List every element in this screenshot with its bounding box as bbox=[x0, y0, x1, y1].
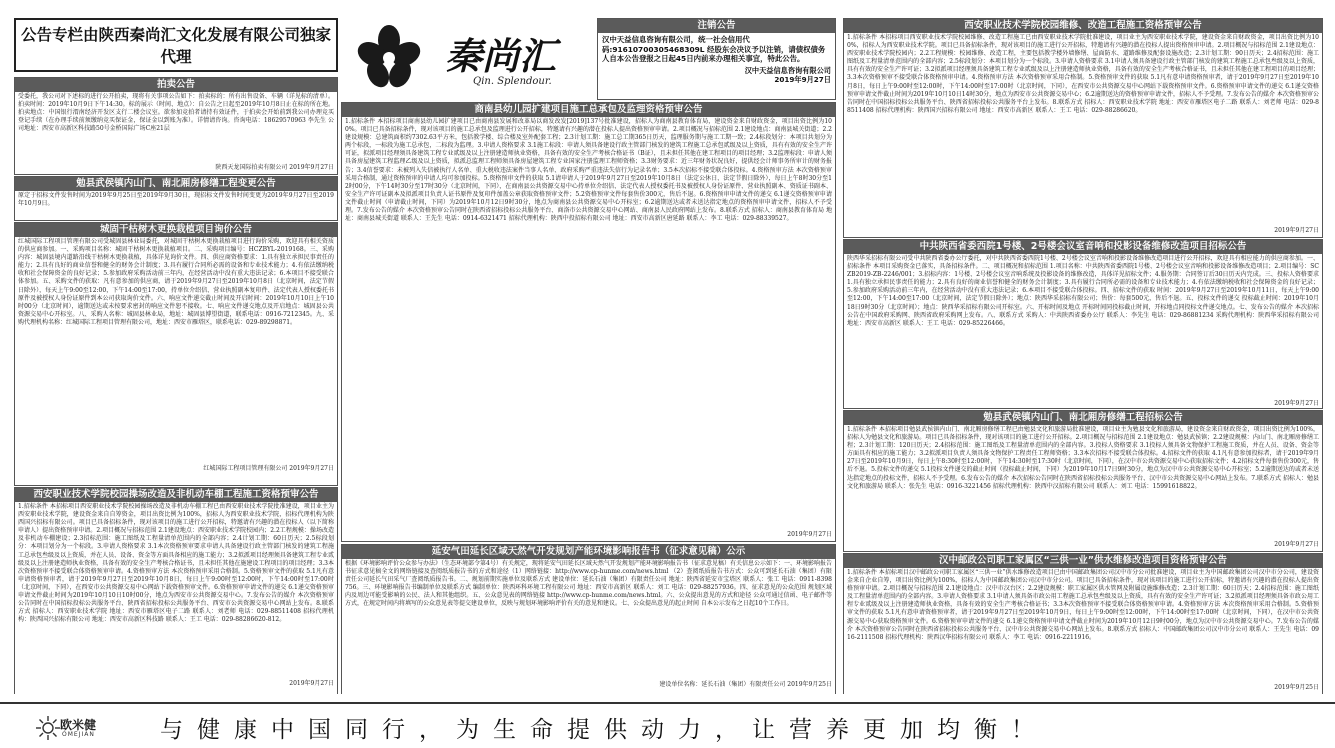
notice-sign: 汉中天益信息咨询有限公司 bbox=[744, 65, 831, 75]
article-title: 勉县武侯镇内山门、南北厢房修缮工程招标公告 bbox=[844, 411, 1322, 425]
article-mianxian-repair bbox=[843, 410, 1323, 552]
cancel-notice bbox=[597, 18, 836, 100]
article-body: 受委托，我公司对下述标的进行公开拍卖，现将有关事项公告如下：拍卖标的：所有出售设备、车辆（详见标的清单）。拍卖时间：2019年10月9日下午14:30。标的展示（时间、地点）：自公告之日起至2019年10月8日止在标的所在地。拍卖地点：中国银行渭南经济开发区支行二楼会议室。欲参加竞拍者请持有效证件，于拍卖会开始前到我公司办理竞买登记手续（在办理手续前须缴纳竞买保证金，保证金以到账为准）。详情请咨询。咨询电话：18629570963 李先生 公司地址：西安市高新区科技路50号金桥国际广场C座21层 bbox=[18, 93, 334, 133]
article-title: 西安职业技术学院校园操场改造及非机动车棚工程施工资格预审公告 bbox=[15, 488, 337, 502]
article-mianxian-change bbox=[14, 176, 338, 221]
article-xaoti-pipe bbox=[14, 487, 338, 694]
article-footer: 红城国际工程项目管理有限公司 2019年9月27日 bbox=[203, 465, 334, 472]
brand-english: OMEJIAN bbox=[62, 731, 95, 738]
article-footer: 2019年9月27日 bbox=[289, 680, 334, 687]
column-right bbox=[843, 18, 1323, 694]
article-footer: 建设单位名称：延长石油（集团）有限责任公司 2019年9月25日 bbox=[659, 681, 832, 688]
article-yanan-gas bbox=[341, 544, 836, 694]
article-title: 城固干枯树木更换栽植项目询价公告 bbox=[15, 223, 337, 237]
logo-chinese: 秦尚汇 bbox=[445, 34, 556, 78]
article-body: 原定于招标文件发售时间为2019年9月25日至2019年9月30日，现招标文件发售时间变更为2019年9月27日至2019年10月9日。 bbox=[18, 192, 334, 208]
agency-phone bbox=[16, 68, 336, 72]
notice-title: 注销公告 bbox=[598, 19, 835, 33]
article-title: 拍卖公告 bbox=[15, 78, 337, 92]
article-footer: 2019年9月27日 bbox=[1274, 541, 1319, 548]
article-auction bbox=[14, 77, 338, 175]
article-title: 商南县幼儿园扩建项目施工总承包及监理资格预审公告 bbox=[342, 103, 835, 117]
article-title: 汉中邮政公司职工家属区“三供一业”供水维修改造项目资格预审公告 bbox=[844, 554, 1322, 568]
column-left bbox=[14, 18, 338, 694]
logo-english: Qin. Splendour. bbox=[473, 76, 552, 87]
article-footer: 陕西天龙国际拍卖有限公司 2019年9月27日 bbox=[215, 164, 334, 171]
article-hanzhong-postal bbox=[843, 553, 1323, 694]
article-body: 1.招标条件 本招标项目汉中邮政公司职工家属区“三供一业”供水维修改造项目已由中国邮政集团公司汉中市分公司批准建设，项目业主为中国邮政集团公司汉中市分公司，建设资金来自企业自筹，项目出资比例为100%，招标人为中国邮政集团公司汉中市分公司。项目已具备招标条件，现对该项目的施工进行公开招标，特邀请有兴趣的潜在投标人提出资格预审申请。2.项目概况与招标范围 2.1建设地点：汉中市汉台区；2.2建设规模：职工家属区供水管网及附属设施维修改造；2.3计划工期：60日历天；2.4招标范围：施工图纸及工程量清单范围内的全部内容。3.申请人资格要求 3.1申请人须具备市政公用工程施工总承包叁级及以上资质，具有有效的安全生产许可证；3.2拟派项目经理须具备市政公用工程专业贰级及以上注册建造师执业资格，具备有效的安全生产考核合格证书；3.3本次资格预审不接受联合体资格预审申请。4.资格预审方法 本次资格预审采用合格制。5.资格预审文件的获取 5.1凡有意申请资格预审者，请于2019年9月27日至2019年10月9日，每日上午9:00时至12:00时，下午14:00时至17:00时（北京时间，下同），在汉中市公共资源交易中心获取资格预审文件。6.资格预审申请文件的递交 6.1递交资格预审申请文件截止时间为2019年10月12日9时00分，地点为汉中市公共资源交易中心。7.发布公告的媒介 本次资格预审公告同时在陕西省招标投标公共服务平台、汉中市公共资源交易中心网站上发布。8.联系方式 招标人：中国邮政集团公司汉中市分公司 联系人：王先生 电话：0916-2111508 招标代理机构：陕西汉华招标有限公司 联系人：李工 电话：0916-2211916。 bbox=[847, 569, 1319, 641]
article-body: 1.招标条件 本招标项目西安职业技术学院校园维修、改造工程施工已由西安职业技术学院批准建设，项目业主为西安职业技术学院，建设资金来自财政资金，项目出资比例为100%，招标人为西安职业技术学院。项目已具备招标条件，现对该项目的施工进行公开招标，特邀请有兴趣的潜在投标人提出资格预审申请。2.项目概况与招标范围 2.1建设地点：西安职业技术学院校园内；2.2工程规模：校园维修、改造工程，主要包括教学楼外墙修缮、屋面防水、道路维修及配套设施改造；2.3计划工期：90日历天；2.4招标范围：施工图纸及工程量清单范围内的全部内容；2.5标段划分：本项目划分为一个标段。3.申请人资格要求 3.1申请人须具备建设行政主管部门核发的建筑工程施工总承包叁级及以上资质，具有有效的安全生产许可证；3.2拟派项目经理须具备建筑工程专业贰级及以上注册建造师执业资格，具备有效的安全生产考核合格证书，且未担任其他在建工程项目的项目经理；3.3本次资格预审不接受联合体资格预审申请。4.资格预审方法 本次资格预审采用合格制。5.资格预审文件的获取 5.1凡有意申请资格预审者，请于2019年9月27日至2019年10月8日，每日上午9:00时至12:00时，下午14:00时至17:00时（北京时间，下同），在西安市公共资源交易中心网站下载资格预审文件。6.资格预审申请文件的递交 6.1递交资格预审申请文件截止时间为2019年10月10日14时30分，地点为西安市公共资源交易中心；6.2逾期送达的资格预审申请文件，招标人不予受理。7.发布公告的媒介 本次资格预审公告同时在中国招标投标公共服务平台、陕西省招标投标公共服务平台上发布。8.联系方式 招标人：西安职业技术学院 地址：西安市雁塔区电子二路 联系人：刘老师 电话：029-88511408 招标代理机构：陕西国兴招标有限公司 地址：西安市高新区 联系人：王工 电话：029-88286620。 bbox=[847, 34, 1319, 114]
agency-title: 公告专栏由陕西秦尚汇文化发展有限公司独家代理 bbox=[20, 26, 331, 66]
notice-body: 汉中天益信息咨询有限公司，统一社会信用代码:91610700305468309L 经股东会决议予以注销，请债权债务人自本公告登报之日起45日内前来办理相关事宜，特此公告。 bbox=[602, 35, 826, 64]
article-shangnan-kindergarten bbox=[341, 102, 836, 542]
article-footer: 2019年9月27日 bbox=[787, 531, 832, 538]
article-body: 根据《环境影响评价公众参与办法》（生态环境部令第4号）有关规定，现将延安气田延长区域天然气开发规划产能环境影响报告书（征求意见稿）有关信息公示如下：一、环境影响报告书征求意见稿全文的网络链接及查阅纸质报告书的方式和途径（1）网络链接：http://www.cp-hunme.com/news.html （2）查阅纸质报告书方式：公众可到延长石油（集团）有限责任公司延长气田采气厂查阅纸质报告书。二、规划前期实施单位及联系方式 建设单位：延长石油（集团）有限责任公司 地址：陕西省延安市宝塔区 联系人：张工 电话：0911-8398756。三、环境影响报告书编制单位及联系方式 编制单位：陕西环科环境工程有限公司 地址：西安市高新区 联系人：刘工 电话：029-88257936。四、征求意见的公众范围 规划区域内及周边可能受影响的公民、法人和其他组织。五、公众意见表的网络链接 http://www.cp-hunme.com/news.html。六、公众提出意见的方式和途径 公众可通过信函、电子邮件等方式，在规定时间内将填写的公众意见表等提交建设单位，反映与规划环境影响评价有关的意见和建议。七、公众提出意见的起止时间 自本公示发布之日起10个工作日。 bbox=[345, 560, 832, 608]
article-title: 延安气田延长区域天然气开发规划产能环境影响报告书（征求意见稿）公示 bbox=[342, 545, 835, 559]
qinshanghui-logo bbox=[341, 18, 594, 98]
article-chengu-tree bbox=[14, 222, 338, 486]
notice-date: 2019年9月27日 bbox=[774, 74, 831, 84]
article-body: 1.招标条件 本招标项目西安职业技术学院校园操场改造及非机动车棚工程已由西安职业技术学院批准建设，项目业主为西安职业技术学院，建设资金来自自筹资金，项目出资比例为100%，招标人为西安职业技术学院，招标代理机构为陕西国兴招标有限公司。项目已具备招标条件，现对该项目的施工进行公开招标，特邀请有兴趣的潜在投标人（以下简称申请人）提出资格预审申请。2.项目概况与招标范围 2.1建设地点：西安职业技术学院校园内；2.2工程规模：操场改造及非机动车棚建设；2.3招标范围：施工图纸及工程量清单范围内的全部内容；2.4计划工期：60日历天；2.5标段划分：本项目划分为一个标段。3.申请人资格要求 3.1本次资格预审要求申请人具备建设行政主管部门核发的建筑工程施工总承包叁级及以上资质，并在人员、设备、资金等方面具备相应的施工能力；3.2拟派项目经理须具备建筑工程专业贰级及以上注册建造师执业资格，具备有效的安全生产考核合格证书，且未担任其他在施建设工程项目的项目经理；3.3本次资格预审不接受联合体资格预审申请。4.资格预审方法 本次资格预审采用合格制。5.资格预审文件的获取 5.1凡有意申请资格预审者，请于2019年9月27日至2019年10月8日，每日上午9:00时至12:00时，下午14:00时至17:00时（北京时间，下同），在西安市公共资源交易中心网站下载资格预审文件。6.资格预审申请文件的递交 6.1递交资格预审申请文件截止时间为2019年10月10日10时00分，地点为西安市公共资源交易中心。7.发布公告的媒介 本次资格预审公告同时在中国招标投标公共服务平台、陕西省招标投标公共服务平台、西安市公共资源交易中心网站上发布。8.联系方式 招标人：西安职业技术学院 地址：西安市雁塔区电子二路 联系人：刘老师 电话：029-88511408 招标代理机构：陕西国兴招标有限公司 地址：西安市高新区科技路 联系人：王工 电话：029-88286620-812。 bbox=[18, 503, 334, 624]
article-body: 陕西华采招标有限公司受中共陕西省委办公厅委托，对中共陕西省委西院1号楼、2号楼会议室音响和投影设备维修改造项目进行公开招标，欢迎具有相应能力的供应商参加。一、招标条件 本项目采购资金已落实，具备招标条件。二、项目概况和招标范围 1.项目名称：中共陕西省委西院1号楼、2号楼会议室音响和投影设备维修改造项目；2.项目编号：SCZB2019-ZB-2246/001；3.招标内容：1号楼、2号楼会议室音响系统及投影设备的维修改造，具体详见招标文件；4.服务期：合同签订后30日历天内完成。三、投标人资格要求 1.具有独立承担民事责任的能力；2.具有良好的商业信誉和健全的财务会计制度；3.具有履行合同所必需的设备和专业技术能力；4.有依法缴纳税收和社会保障资金的良好记录；5.参加政府采购活动前三年内，在经营活动中没有重大违法记录；6.本项目不接受联合体投标。四、招标文件的获取 时间：2019年9月27日至2019年10月11日，每天上午9:00至12:00，下午14:00至17:00（北京时间，法定节假日除外）；地点：陕西华采招标有限公司；售价：每套500元，售后不退。五、投标文件的递交 投标截止时间：2019年10月18日9时30分（北京时间）；地点：陕西华采招标有限公司开标室。六、开标时间及地点 开标时间同投标截止时间，开标地点同投标文件递交地点。七、发布公告的媒介 本次招标公告在中国政府采购网、陕西省政府采购网上发布。八、联系方式 采购人：中共陕西省委办公厅 联系人：李先生 电话：029-86881234 采购代理机构：陕西华采招标有限公司 地址：西安市高新区 联系人：王工 电话：029-85226466。 bbox=[847, 255, 1319, 327]
article-cpc-meeting bbox=[843, 239, 1323, 409]
article-title: 西安职业技术学院校园维修、改造工程施工资格预审公告 bbox=[844, 19, 1322, 33]
article-footer: 2019年9月27日 bbox=[1274, 400, 1319, 407]
agency-banner bbox=[14, 18, 338, 72]
brand-name: 欧米健 bbox=[60, 718, 97, 732]
article-title: 中共陕西省委西院1号楼、2号楼会议室音响和投影设备维修改造项目招标公告 bbox=[844, 240, 1322, 254]
article-footer: 2019年9月25日 bbox=[1274, 684, 1319, 691]
slogan: 与健康中国同行，为生命提供动力，让营养更加均衡！ bbox=[160, 717, 1048, 743]
article-body: 红城国际工程项目管理有限公司受城固县林业局委托，对城固干枯树木更换栽植项目进行询价采购，欢迎具有相关资质的供应商参加。一、采购项目名称：城固干枯树木更换栽植项目。二、采购项目编号：HCZBYL-2019168。三、采购内容：城固县境内道路沿线干枯树木更换栽植，具体详见询价文件。四、供应商资格要求：1.具有独立承担民事责任的能力；2.具有良好的商业信誉和健全的财务会计制度；3.具有履行合同所必需的设备和专业技术能力；4.有依法缴纳税收和社会保障资金的良好记录；5.参加政府采购活动前三年内，在经营活动中没有重大违法记录；6.本项目不接受联合体参加。五、采购文件的获取：凡有意参加的供应商，请于2019年9月27日至2019年10月8日（北京时间，法定节假日除外），每天上午9:00至12:00，下午14:00至17:00，持单位介绍信、营业执照副本复印件、法定代表人授权委托书原件及被授权人身份证原件到本公司获取询价文件。六、响应文件递交截止时间及开启时间：2019年10月10日上午10时00分（北京时间），逾期送达或未按要求密封的响应文件恕不接收。七、响应文件递交地点及开启地点：城固县公共资源交易中心开标室。八、采购人名称：城固县林业局，地址：城固县博望街道，联系电话：0916-7212345。九、采购代理机构名称：红城国际工程项目管理有限公司，地址：西安市雁塔区，联系电话：029-89298871。 bbox=[18, 238, 334, 326]
bottom-advertisement bbox=[0, 702, 1335, 748]
article-xaoti-renovation bbox=[843, 18, 1323, 238]
article-body: 1.招标条件 本招标项目商南县幼儿园扩建项目已由商南县发展和改革局以商发改发[2019]137号批准建设，招标人为商南县教育体育局，建设资金来自财政资金，项目出资比例为100%。项目已具备招标条件，现对该项目的施工总承包及监理进行公开招标，特邀请有兴趣的潜在投标人提出资格预审申请。2.项目概况与招标范围 2.1建设地点：商南县城关街道；2.2建设规模：总建筑面积约7302.63平方米，包括教学楼、综合楼及室外配套工程；2.3计划工期：施工总工期365日历天，监理服务期与施工工期一致；2.4标段划分：本项目共划分为两个标段，一标段为施工总承包，二标段为监理。3.申请人资格要求 3.1施工标段：申请人须具备建设行政主管部门核发的建筑工程施工总承包贰级及以上资质，具有有效的安全生产许可证，拟派项目经理须具备建筑工程专业贰级及以上注册建造师执业资格，具备有效的安全生产考核合格证书（B证），且未担任其他在建工程项目的项目经理；3.2监理标段：申请人须具备房屋建筑工程监理乙级及以上资质，拟派总监理工程师须具备房屋建筑工程专业国家注册监理工程师资格；3.3财务要求：近三年财务状况良好，提供经会计师事务所审计的财务报告；3.4信誉要求：未被列入失信被执行人名单、重大税收违法案件当事人名单、政府采购严重违法失信行为记录名单；3.5本次招标不接受联合体投标。4.资格预审方法 本次资格预审采用合格制，通过资格预审的申请人均可参加投标。5.资格预审文件的获取 5.1请申请人于2019年9月27日至2019年10月8日（法定公休日、法定节假日除外），每日上午8时30分至12时00分，下午14时30分至17时30分（北京时间，下同），在商南县公共资源交易中心持单位介绍信、法定代表人授权委托书及被授权人身份证原件、营业执照副本、资质证书副本、安全生产许可证副本及拟派项目负责人证书原件及复印件加盖公章获取资格预审文件；5.2资格预审文件每套售价300元，售后不退。6.资格预审申请文件的递交 6.1递交资格预审申请文件截止时间（申请截止时间，下同）为2019年10月12日9时30分，地点为商南县公共资源交易中心开标室；6.2逾期送达或者未送达指定地点的资格预审申请文件，招标人不予受理。7.发布公告的媒介 本次资格预审公告同时在陕西省招标投标公共服务平台、商洛市公共资源交易中心网站、商南县人民政府网站上发布。8.联系方式 招标人：商南县教育体育局 地址：商南县城关街道 联系人：王先生 电话：0914-6321471 招标代理机构：陕西中投招标有限公司 地址：西安市高新区唐延路 联系人：李工 电话：029-88339527。 bbox=[345, 118, 832, 223]
article-footer: 2019年9月27日 bbox=[1274, 227, 1319, 234]
article-body: 1.招标条件 本招标项目勉县武侯镇内山门、南北厢房修缮工程已由勉县文化和旅游局批准建设，项目业主为勉县文化和旅游局，建设资金来自财政资金，项目出资比例为100%，招标人为勉县文化和旅游局。项目已具备招标条件，现对该项目的施工进行公开招标。2.项目概况与招标范围 2.1建设地点：勉县武侯镇；2.2建设规模：内山门、南北厢房修缮工程；2.3计划工期：120日历天；2.4招标范围：施工图纸及工程量清单范围内的全部内容。3.投标人资格要求 3.1投标人须具备文物保护工程施工资质，并在人员、设备、资金等方面具有相应的施工能力；3.2拟派项目负责人须具备文物保护工程责任工程师资格；3.3本次招标不接受联合体投标。4.招标文件的获取 4.1凡有意参加投标者，请于2019年9月27日至2019年10月9日，每日上午8:30时至12:00时，下午14:30时至17:30时（北京时间，下同），在汉中市公共资源交易中心获取招标文件；4.2招标文件每套售价300元，售后不退。5.投标文件的递交 5.1投标文件递交的截止时间（投标截止时间，下同）为2019年10月17日9时30分，地点为汉中市公共资源交易中心开标室；5.2逾期送达的或者未送达指定地点的投标文件，招标人不予受理。6.发布公告的媒介 本次招标公告同时在陕西省招标投标公共服务平台、汉中市公共资源交易中心网站上发布。7.联系方式 招标人：勉县文化和旅游局 联系人：张先生 电话：0916-3221456 招标代理机构：陕西中汉招标有限公司 联系人：刘工 电话：15991618822。 bbox=[847, 426, 1319, 490]
article-title: 勉县武侯镇内山门、南北厢房修缮工程变更公告 bbox=[15, 177, 337, 191]
column-middle bbox=[341, 18, 836, 694]
